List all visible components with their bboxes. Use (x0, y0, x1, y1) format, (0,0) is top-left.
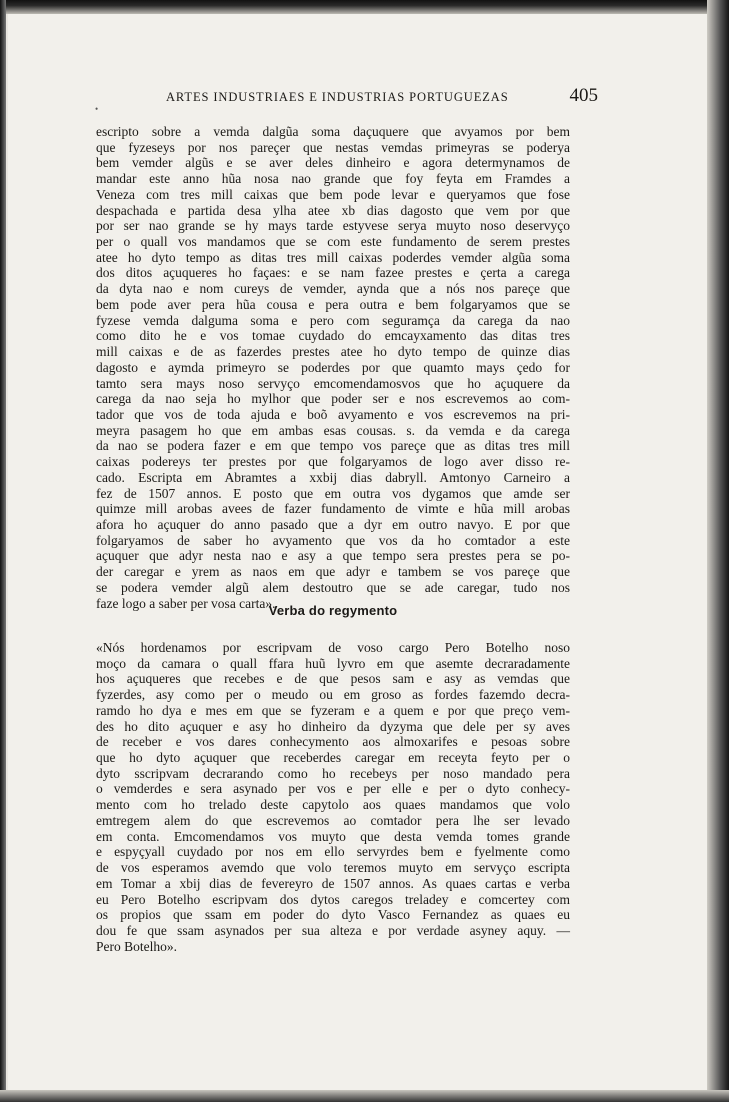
text-line: caixas podereys ter prestes por que folgaryamos de logo aver disso re- (96, 454, 570, 470)
text-line: tamto sera mays noso servyço emcomendamosvos que ho açuquere da (96, 375, 570, 391)
text-line: carega da nao seja ho mylhor que poder ser e nos escrevemos ao com- (96, 391, 570, 407)
text-line: meyra pasagem ho que em ambas esas cousas. s. da vemda e da carega (96, 422, 570, 438)
text-line: quimze mill arobas avees de fazer fundamento de vimte e hũa mill arobas (96, 501, 570, 517)
running-header (166, 86, 598, 108)
text-line: que ho dyto açuquer que receberdes caregar em receyta feyto per o (96, 750, 570, 766)
text-line: dyto sscripvam decrarando como ho recebeys per noso mandado pera (96, 765, 570, 781)
text-line: o vemderdes e sera asynado per vos e per elle e per o dyto conhecy- (96, 781, 570, 797)
text-line: escripto sobre a vemda dalgũa soma daçuquere que avyamos por bem (96, 124, 570, 139)
text-line: Veneza com tres mill caixas que bem pode levar e queryamos que fose (96, 186, 570, 202)
text-line: mandar este anno hũa nosa nao grande que foy feyta em Framdes a (96, 171, 570, 187)
text-line: per o quall vos mandamos que se com este fundamento de serem prestes (96, 234, 570, 250)
scan-border-right (707, 0, 729, 1102)
scan-border-top (0, 0, 729, 14)
text-line: fez de 1507 annos. E posto que em outra vos dygamos que amde ser (96, 485, 570, 501)
text-line: da nao se podera fazer e em que tempo vos pareçe que as ditas tres mill (96, 438, 570, 454)
text-line: da dyta nao e nom cureys de vemder, aynda que a nós nos pareçe que (96, 281, 570, 297)
text-line: faze logo a saber per vosa carta». (96, 595, 276, 611)
text-line: despachada e partida desa ylha atee xb dias dagosto que vem por que (96, 202, 570, 218)
regiment-paragraph (96, 640, 570, 954)
text-line: cado. Escripta em Abramtes a xxbij dias dabryll. Amtonyo Carneiro a (96, 469, 570, 485)
text-line: em Tomar a xbij dias de fevereyro de 1507 annos. As quaes cartas e verba (96, 875, 570, 891)
text-line: afora ho açuquer do anno pasado que a dyr em outro navyo. E por que (96, 516, 570, 532)
text-line: emtregem alem do que escrevemos ao comtador pera lhe ser levado (96, 812, 570, 828)
text-line: dagosto e aymda primeyro se poderdes por que quamto mays çedo for (96, 359, 570, 375)
page-number: 405 (569, 85, 598, 106)
text-line: os propios que ssam em poder do dyto Vasco Fernandez as quaes eu (96, 907, 570, 923)
text-line: como dito he e vos tomae cuydado do emcayxamento das ditas tres (96, 328, 570, 344)
text-line: moço da camara o quall ffara huũ lyvro em que asemte decraradamente (96, 655, 570, 671)
text-line: Pero Botelho». (96, 938, 177, 954)
text-line: dou fe que ssam asynados per sua alteza e por verdade asyney aquy. — (96, 922, 570, 938)
text-line: se podera vemder algũ alem destoutro que se ade caregar, tudo nos (96, 579, 570, 595)
text-line: eu Pero Botelho escripvam dos dytos caregos treladey e comcertey com (96, 891, 570, 907)
running-title: ARTES INDUSTRIAES E INDUSTRIAS PORTUGUEZAS (166, 90, 509, 104)
letter-paragraph (96, 124, 570, 611)
text-line: «Nós hordenamos por escripvam de voso cargo Pero Botelho noso (96, 640, 570, 655)
section-heading: Verba do regymento (268, 603, 398, 618)
text-line: de vos esperamos avemdo que volo teremos muyto em servyço escripta (96, 860, 570, 876)
text-line: que fyzeseys por nos pareçer que nestas vemdas primeyras se poderya (96, 139, 570, 155)
text-line: der caregar e yrem as naos em que adyr e tambem se vos pareçe que (96, 564, 570, 580)
text-line: ramdo ho dya e mes em que se fyzeram e a quem e por que preço vem- (96, 702, 570, 718)
text-line: e espyçyall cuydado por nos em ello servyrdes bem e fyelmente como (96, 844, 570, 860)
text-line: des ho dito açuquer e asy ho dinheiro da dyzyma que dele per sy aves (96, 718, 570, 734)
text-line: mill caixas e de as fazerdes prestes atee ho dyto tempo de quinze dias (96, 344, 570, 360)
print-speck: • (95, 104, 99, 114)
text-line: bem vemder algũs e se aver deles dinheiro e agora determynamos de (96, 155, 570, 171)
text-line: de receber e vos dares conhecymento aos almoxarifes e pesoas sobre (96, 734, 570, 750)
text-line: açuquer que adyr nesta nao e asy a que tempo sera prestes pera se po- (96, 548, 570, 564)
text-line: tador que vos de toda ajuda e boõ avyamento e vos escrevemos na pri- (96, 406, 570, 422)
text-line: folgaryamos de saber ho avyamento que vos da ho comtador a este (96, 532, 570, 548)
text-line: dos ditos açuqueres ho façaes: e se nam fazee prestes e çerta a carega (96, 265, 570, 281)
text-line: fyzese vemda dalguma soma e pero com seguramça da carega da nao (96, 312, 570, 328)
text-line: mento com ho trelado deste capytolo aos quaes mandamos que volo (96, 797, 570, 813)
text-line: hos açuqueres que recebes e de que pesos sam e asy as vemdas que (96, 671, 570, 687)
text-line: atee ho dyto tempo as ditas tres mill caixas poderdes vemder algũa soma (96, 249, 570, 265)
scan-border-bottom (0, 1090, 729, 1102)
text-line: bem pode aver pera hũa cousa e pera outra e bem folgaryamos que se (96, 296, 570, 312)
scan-border-left (0, 0, 6, 1102)
text-line: fyzerdes, asy como per o meudo ou em groso as fordes fazemdo decra- (96, 687, 570, 703)
text-line: em conta. Emcomendamos vos muyto que desta vemda tomes grande (96, 828, 570, 844)
text-line: por ser nao grande se hy mays tarde estyvese serya muyto noso deservyço (96, 218, 570, 234)
